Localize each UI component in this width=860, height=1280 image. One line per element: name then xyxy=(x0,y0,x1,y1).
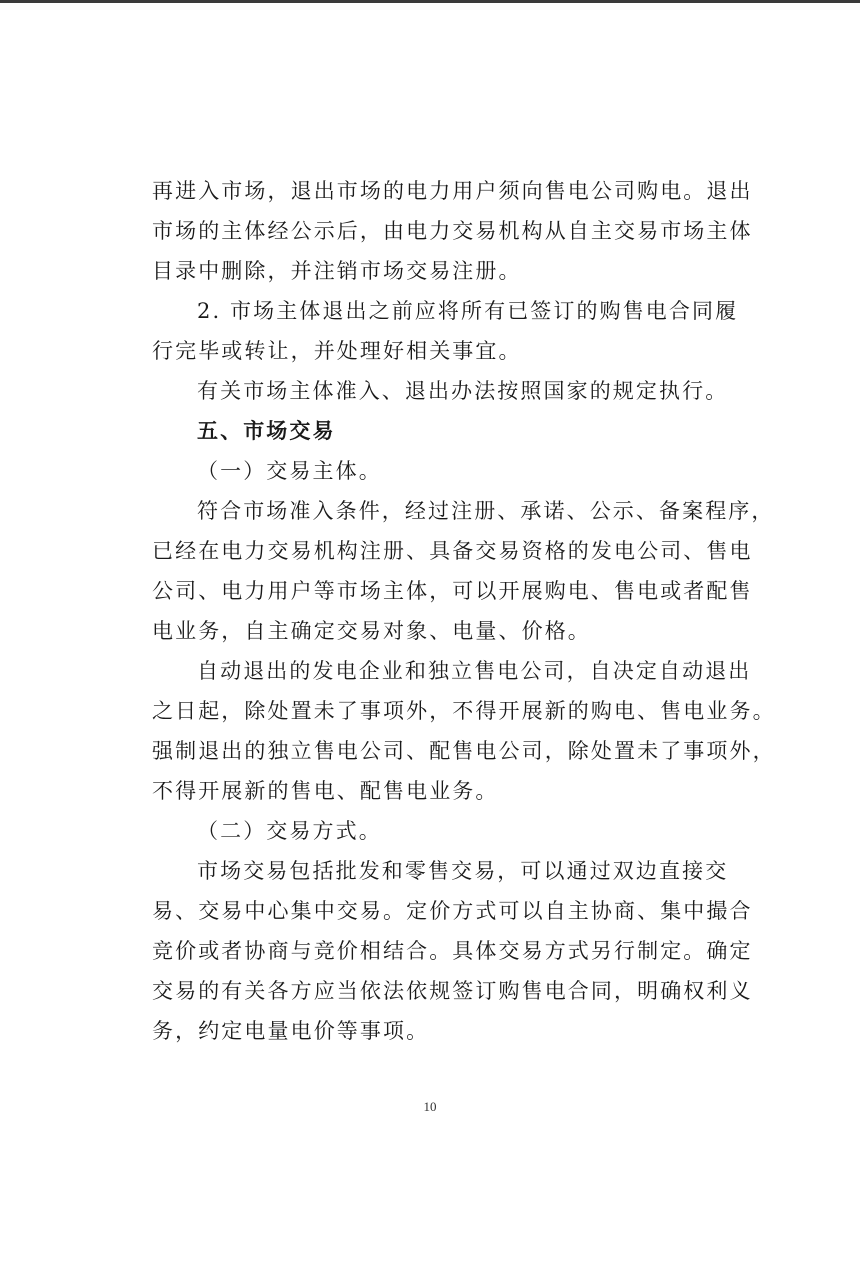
text-line: 电业务，自主确定交易对象、电量、价格。 xyxy=(152,619,591,643)
text-line: 竞价或者协商与竞价相结合。具体交易方式另行制定。确定 xyxy=(152,939,753,963)
text-line: 不得开展新的售电、配售电业务。 xyxy=(152,779,499,803)
text-line: 公司、电力用户等市场主体，可以开展购电、售电或者配售 xyxy=(152,579,753,603)
subsection-heading: （二）交易方式。 xyxy=(197,819,382,843)
top-edge-strip xyxy=(0,0,860,3)
text-line: 有关市场主体准入、退出办法按照国家的规定执行。 xyxy=(197,379,729,403)
text-line: 符合市场准入条件，经过注册、承诺、公示、备案程序， xyxy=(197,499,775,523)
text-line: 已经在电力交易机构注册、具备交易资格的发电公司、售电 xyxy=(152,539,753,563)
text-line: 目录中删除，并注销市场交易注册。 xyxy=(152,259,522,283)
text-line: 市场的主体经公示后，由电力交易机构从自主交易市场主体 xyxy=(152,219,753,243)
text-line: 交易的有关各方应当依法依规签订购售电合同，明确权利义 xyxy=(152,979,753,1003)
text-line: 2. 市场主体退出之前应将所有已签订的购售电合同履 xyxy=(197,299,739,323)
text-line: 自动退出的发电企业和独立售电公司，自决定自动退出 xyxy=(197,659,752,683)
section-heading: 五、市场交易 xyxy=(197,419,336,443)
text-line: 强制退出的独立售电公司、配售电公司，除处置未了事项外， xyxy=(152,739,776,763)
text-line: 行完毕或转让，并处理好相关事宜。 xyxy=(152,339,522,363)
text-line: 市场交易包括批发和零售交易，可以通过双边直接交 xyxy=(197,859,729,883)
text-line: 务，约定电量电价等事项。 xyxy=(152,1019,430,1043)
subsection-heading: （一）交易主体。 xyxy=(197,459,382,483)
text-line: 再进入市场，退出市场的电力用户须向售电公司购电。退出 xyxy=(152,179,753,203)
text-line: 之日起，除处置未了事项外，不得开展新的购电、售电业务。 xyxy=(152,699,776,723)
text-line: 易、交易中心集中交易。定价方式可以自主协商、集中撮合 xyxy=(152,899,753,923)
page-number: 10 xyxy=(423,1099,437,1114)
